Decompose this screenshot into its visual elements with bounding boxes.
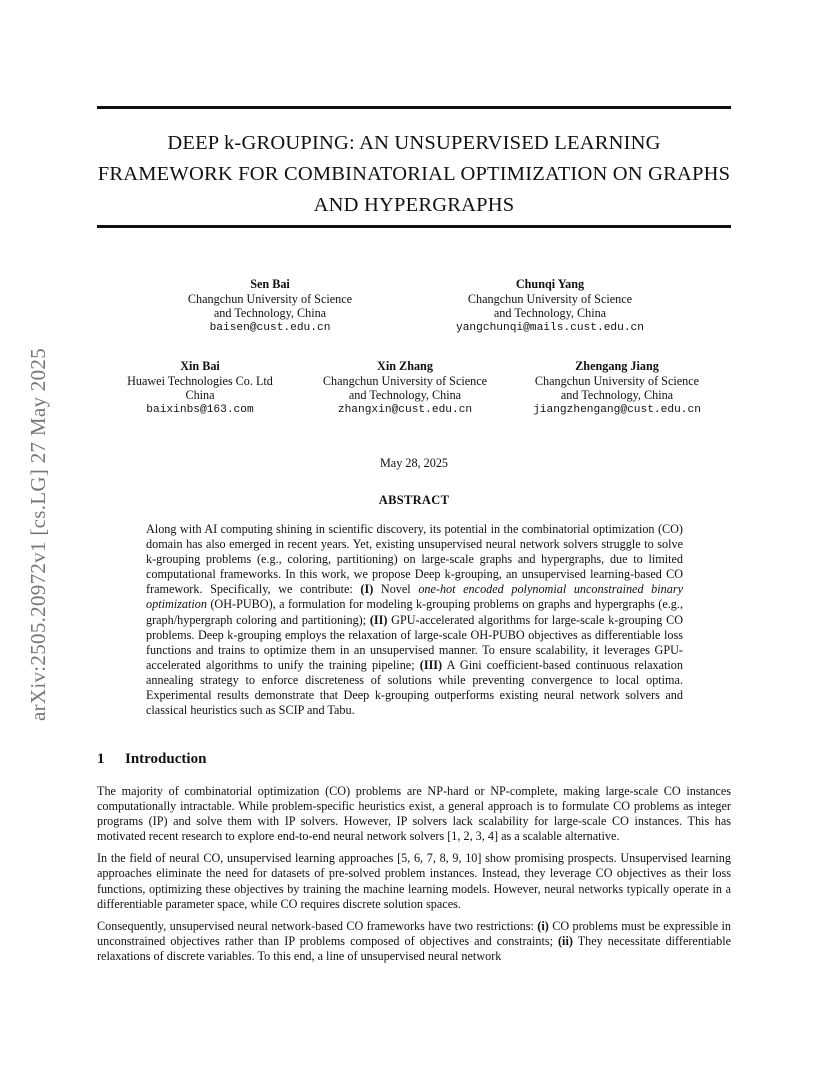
author-name: Chunqi Yang — [515, 277, 585, 291]
author-affiliation: China — [185, 388, 215, 402]
author-email[interactable]: baisen@cust.edu.cn — [209, 321, 331, 334]
author-block — [430, 277, 670, 335]
title-line-2: FRAMEWORK FOR COMBINATORIAL OPTIMIZATION ON GRAPHS — [97, 163, 731, 185]
author-affiliation: and Technology, China — [560, 388, 674, 402]
author-affiliation: and Technology, China — [213, 306, 327, 320]
title-rule-top — [97, 106, 731, 109]
body-paragraph: Consequently, unsupervised neural network-based CO frameworks have two restrictions: (i) CO problems must be expressible in unconstrained objectives rather than IP problems composed of objectives and constraints; (ii) They necessitate differentiable relaxations of discrete variables. To this end, a line of unsupervised neural network — [97, 918, 731, 963]
author-affiliation: Changchun University of Science — [187, 291, 353, 306]
author-name: Zhengang Jiang — [575, 359, 659, 373]
author-name: Sen Bai — [250, 277, 290, 291]
title-rule-bottom — [97, 225, 731, 228]
author-affiliation: Changchun University of Science — [322, 373, 488, 388]
author-block — [105, 359, 295, 417]
abstract-paragraph: Along with AI computing shining in scientific discovery, its potential in the combinatorial optimization (CO) domain has also emerged in recent years. Yet, existing unsupervised neural network solvers struggle to solve k-grouping problems (e.g., coloring, partitioning) on large-scale graphs and hypergraphs, due to limited computational frameworks. In this work, we propose Deep k-grouping, an unsupervised learning-based CO framework. Specifically, we contribute: (I) Novel one-hot encoded polynomial unconstrained binary optimization (OH-PUBO), a formulation for modeling k-grouping problems on graphs and hypergraphs (e.g., graph/hypergraph coloring and partitioning); (II) GPU-accelerated algorithms for large-scale k-grouping CO problems. Deep k-grouping employs the relaxation of large-scale OH-PUBO objectives as differentiable loss functions and trains to optimize them in an unsupervised manner. To ensure scalability, it leverages GPU-accelerated algorithms to unify the training pipeline; (III) A Gini coefficient-based continuous relaxation annealing strategy to enforce discreteness of solutions while preventing convergence to local optima. Experimental results demonstrate that Deep k-grouping outperforms existing neural network solvers and classical heuristics such as SCIP and Tabu. — [146, 522, 684, 718]
section-title: Introduction — [125, 751, 207, 767]
body-paragraph: The majority of combinatorial optimization (CO) problems are NP-hard or NP-complete, making large-scale CO instances computationally intractable. While problem-specific heuristics exist, a general approach is to formulate CO problems as integer programs (IP) and solve them with IP solvers. However, IP solvers lack scalability for large-scale CO instances. This has motivated recent research to explore end-to-end neural network solvers [1, 2, 3, 4] as a scalable alternative. — [97, 784, 731, 844]
abstract-body — [146, 522, 683, 718]
author-affiliation: and Technology, China — [493, 306, 607, 320]
title-line-1: DEEP k-GROUPING: AN UNSUPERVISED LEARNING — [167, 132, 661, 154]
arxiv-identifier: arXiv:2505.20972v1 [cs.LG] 27 May 2025 — [25, 348, 50, 722]
author-name: Xin Zhang — [377, 359, 433, 373]
author-affiliation: Huawei Technologies Co. Ltd — [127, 373, 273, 388]
author-name: Xin Bai — [180, 359, 220, 373]
author-email[interactable]: zhangxin@cust.edu.cn — [337, 403, 473, 416]
author-block — [512, 359, 722, 417]
author-affiliation: and Technology, China — [348, 388, 462, 402]
section-number: 1 — [97, 751, 105, 767]
author-affiliation: Changchun University of Science — [467, 291, 633, 306]
author-email[interactable]: yangchunqi@mails.cust.edu.cn — [456, 321, 644, 334]
title-line-3: AND HYPERGRAPHS — [313, 194, 515, 216]
author-block — [160, 277, 380, 335]
author-email[interactable]: baixinbs@163.com — [146, 403, 254, 416]
body-paragraph: In the field of neural CO, unsupervised learning approaches [5, 6, 7, 8, 9, 10] show promising prospects. Unsupervised learning approaches eliminate the need for datasets of pre-solved problem instances. Instead, they leverage CO objectives as their loss functions, optimizing these objectives by training the machine learning models. However, neural networks typically operate in a differentiable parameter space, while CO requires discrete solution spaces. — [97, 851, 731, 911]
abstract-heading: ABSTRACT — [378, 493, 450, 507]
author-email[interactable]: jiangzhengang@cust.edu.cn — [533, 403, 701, 416]
arxiv-sidebar-stamp — [22, 295, 54, 775]
section-heading — [97, 751, 206, 768]
author-affiliation: Changchun University of Science — [534, 373, 700, 388]
introduction-body — [97, 784, 731, 971]
author-block — [305, 359, 505, 417]
publication-date: May 28, 2025 — [379, 456, 449, 470]
paper-title — [97, 128, 731, 221]
